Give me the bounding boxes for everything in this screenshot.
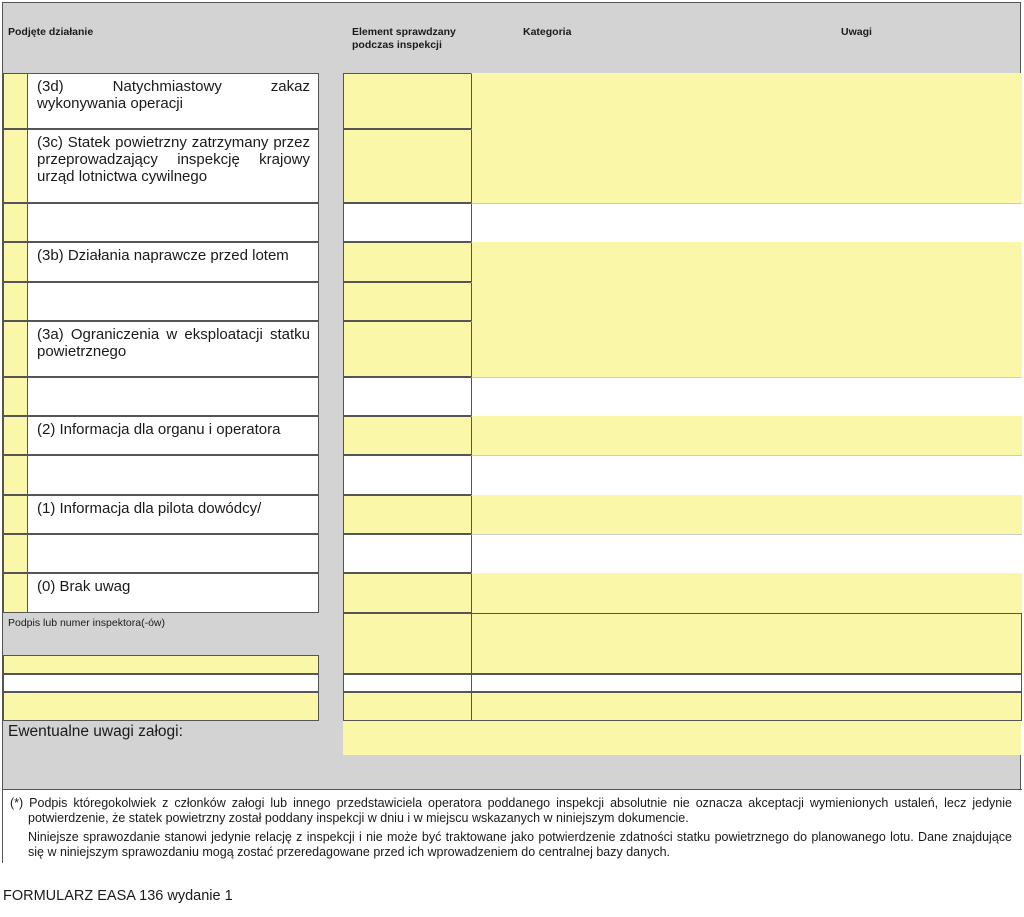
element-cell[interactable] [343, 129, 472, 203]
element-cell[interactable] [343, 377, 472, 416]
category-remarks-cell[interactable] [471, 321, 1022, 377]
element-cell[interactable] [343, 455, 472, 495]
category-remarks-cell[interactable] [471, 692, 1022, 721]
element-cell[interactable] [343, 242, 472, 282]
action-checkbox[interactable] [3, 203, 28, 242]
category-remarks-cell[interactable] [471, 495, 1022, 534]
category-remarks-cell[interactable] [471, 674, 1022, 692]
category-remarks-cell[interactable] [471, 416, 1022, 455]
element-cell[interactable] [343, 495, 472, 534]
inspection-form [2, 2, 1021, 863]
category-remarks-cell[interactable] [471, 282, 1022, 321]
category-remarks-cell[interactable] [471, 377, 1022, 416]
action-label: (3a) Ograniczenia w eksploatacji statku powietrznego [27, 321, 319, 377]
action-checkbox[interactable] [3, 129, 28, 203]
signature-field-3[interactable] [3, 692, 319, 721]
header-remarks: Uwagi [841, 26, 872, 38]
element-cell[interactable] [343, 282, 472, 321]
category-remarks-cell[interactable] [471, 534, 1022, 573]
category-remarks-cell[interactable] [471, 73, 1022, 129]
signature-field-2[interactable] [3, 674, 319, 692]
action-checkbox[interactable] [3, 573, 28, 613]
action-label [27, 377, 319, 416]
action-label: (2) Informacja dla organu i operatora [27, 416, 319, 455]
crew-remarks-label: Ewentualne uwagi załogi: [8, 723, 183, 740]
action-label: (1) Informacja dla pilota dowódcy/ [27, 495, 319, 534]
action-checkbox[interactable] [3, 455, 28, 495]
crew-remarks-field[interactable] [343, 721, 1021, 755]
element-cell[interactable] [343, 674, 472, 692]
header-action: Podjęte działanie [8, 26, 94, 38]
action-checkbox[interactable] [3, 416, 28, 455]
action-label [27, 534, 319, 573]
element-cell[interactable] [343, 573, 472, 613]
action-checkbox[interactable] [3, 321, 28, 377]
action-label: (3c) Statek powietrzny zatrzymany przez przeprowadzający inspekcję krajowy urząd lotnictwa cywilnego [27, 129, 319, 203]
signature-field-1[interactable] [3, 655, 319, 674]
action-label: (3b) Działania naprawcze przed lotem [27, 242, 319, 282]
category-remarks-cell[interactable] [471, 455, 1022, 495]
header-category: Kategoria [523, 26, 572, 38]
note-report: Niniejsze sprawozdanie stanowi jedynie relację z inspekcji i nie może być traktowane jako potwierdzenie zdatności statku powietrznego do planowanego lotu. Dane znajdujące się w niniejszym sprawozdaniu mogą zostać przeredagowane przed ich wprowadzeniem do centralnej bazy danych. [28, 830, 1012, 859]
action-checkbox[interactable] [3, 73, 28, 129]
category-remarks-cell[interactable] [471, 203, 1022, 242]
element-cell[interactable] [343, 416, 472, 455]
category-remarks-cell[interactable] [471, 613, 1022, 674]
action-checkbox[interactable] [3, 282, 28, 321]
element-cell[interactable] [343, 203, 472, 242]
header-element: Element sprawdzany podczas inspekcji [352, 26, 456, 51]
action-checkbox[interactable] [3, 534, 28, 573]
signature-label: Podpis lub numer inspektora(-ów) [8, 617, 165, 629]
element-cell[interactable] [343, 321, 472, 377]
action-label: (3d) Natychmiastowy zakaz wykonywania operacji [27, 73, 319, 129]
element-cell[interactable] [343, 613, 472, 674]
category-remarks-cell[interactable] [471, 242, 1022, 282]
form-footer: FORMULARZ EASA 136 wydanie 1 [3, 888, 233, 904]
action-label: (0) Brak uwag [27, 573, 319, 613]
action-label [27, 282, 319, 321]
note-disclaimer: (*) Podpis któregokolwiek z członków załogi lub innego przedstawiciela operatora poddanego inspekcji absolutnie nie oznacza akceptacji wymienionych ustaleń, lecz jedynie potwierdzenie, że statek powietrzny został poddany inspekcji w dniu i w miejscu wskazanych w niniejszym dokumencie. [10, 796, 1012, 825]
action-label [27, 203, 319, 242]
action-checkbox[interactable] [3, 242, 28, 282]
action-checkbox[interactable] [3, 495, 28, 534]
action-label [27, 455, 319, 495]
element-cell[interactable] [343, 534, 472, 573]
category-remarks-cell[interactable] [471, 129, 1022, 203]
action-checkbox[interactable] [3, 377, 28, 416]
element-cell[interactable] [343, 73, 472, 129]
notes-box [3, 789, 1022, 864]
element-cell[interactable] [343, 692, 472, 721]
category-remarks-cell[interactable] [471, 573, 1022, 613]
